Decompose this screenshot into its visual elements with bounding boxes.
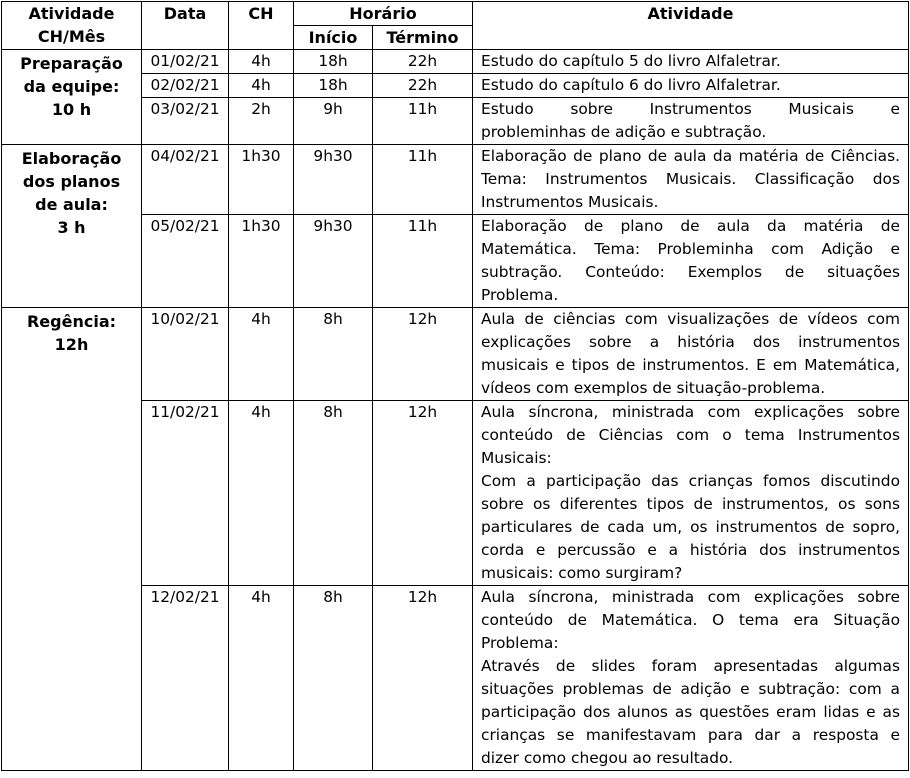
end-time-cell: 22h — [373, 50, 473, 74]
activity-description — [473, 215, 909, 308]
header-inicio: Início — [294, 26, 373, 50]
date-cell: 12/02/21 — [142, 586, 229, 771]
activity-line: Elaboração de plano de aula da matéria de — [481, 217, 900, 235]
ch-cell: 4h — [229, 50, 294, 74]
activity-line: situações problemas de adição e subtração: com a — [481, 680, 900, 698]
group-label — [2, 145, 142, 308]
activity-line: explicações sobre a história dos instrumentos — [481, 333, 900, 351]
group-label-line: Elaboração — [21, 149, 122, 168]
header-atividade-ch-line1: Atividade — [28, 4, 115, 23]
group-label-line: 12h — [54, 335, 89, 354]
ch-cell: 2h — [229, 98, 294, 145]
activity-line: Elaboração de plano de aula da matéria de Ciências. — [481, 147, 900, 165]
activity-line: sobre os diferentes tipos de instrumentos, os sons — [481, 495, 900, 513]
start-time-cell: 8h — [294, 586, 373, 771]
header-ch: CH — [229, 2, 294, 50]
date-cell: 04/02/21 — [142, 145, 229, 215]
group-label-line: 3 h — [57, 218, 86, 237]
ch-cell: 1h30 — [229, 215, 294, 308]
activity-line: probleminhas de adição e subtração. — [481, 123, 767, 141]
table-row — [2, 145, 909, 215]
activity-line: crianças se manifestavam para dar a resposta e — [481, 726, 900, 744]
activity-line: vídeos com exemplos de situação-problema. — [481, 379, 826, 397]
activity-line: Musicais: — [481, 449, 552, 467]
date-cell: 11/02/21 — [142, 401, 229, 586]
activity-line: particulares de cada um, os instrumentos de sopro, — [481, 518, 900, 536]
activity-description — [473, 98, 909, 145]
header-atividade-ch-line2: CH/Mês — [37, 27, 106, 46]
end-time-cell: 12h — [373, 308, 473, 401]
header-termino: Término — [373, 26, 473, 50]
group-label-line: dos planos — [22, 172, 121, 191]
activity-line: conteúdo de Ciências com o tema Instrumentos — [481, 426, 900, 444]
end-time-cell: 12h — [373, 586, 473, 771]
ch-cell: 4h — [229, 74, 294, 98]
activity-line: conteúdo de Matemática. O tema era Situação — [481, 611, 900, 629]
activity-description — [473, 401, 909, 586]
end-time-cell: 11h — [373, 145, 473, 215]
activity-line: Aula de ciências com visualizações de vídeos com — [481, 310, 900, 328]
activity-line: Com a participação das crianças fomos discutindo — [481, 472, 900, 490]
start-time-cell: 9h30 — [294, 145, 373, 215]
activity-line: Estudo sobre Instrumentos Musicais e — [481, 100, 900, 118]
date-cell: 10/02/21 — [142, 308, 229, 401]
start-time-cell: 9h — [294, 98, 373, 145]
header-horario: Horário — [294, 2, 473, 26]
activity-line: Através de slides foram apresentadas algumas — [481, 657, 900, 675]
header-atividade: Atividade — [473, 2, 909, 50]
end-time-cell: 11h — [373, 215, 473, 308]
header-row — [2, 2, 909, 26]
date-cell: 05/02/21 — [142, 215, 229, 308]
activity-description — [473, 145, 909, 215]
end-time-cell: 11h — [373, 98, 473, 145]
group-label — [2, 308, 142, 771]
activity-line: corda e percussão e a história dos instrumentos — [481, 541, 900, 559]
activity-line: Aula síncrona, ministrada com explicações sobre — [481, 588, 900, 606]
activity-line: dizer como chegou ao resultado. — [481, 749, 734, 767]
group-label — [2, 50, 142, 145]
group-label-line: 10 h — [51, 100, 92, 119]
table-row — [2, 50, 909, 74]
ch-cell: 4h — [229, 308, 294, 401]
activity-line: participação dos alunos as questões eram lidas e as — [481, 703, 900, 721]
ch-cell: 4h — [229, 401, 294, 586]
date-cell: 02/02/21 — [142, 74, 229, 98]
table-row — [2, 308, 909, 401]
start-time-cell: 9h30 — [294, 215, 373, 308]
end-time-cell: 12h — [373, 401, 473, 586]
activity-description — [473, 308, 909, 401]
activity-description — [473, 586, 909, 771]
activity-line: Aula síncrona, ministrada com explicações sobre — [481, 403, 900, 421]
start-time-cell: 8h — [294, 308, 373, 401]
activity-line: Problema. — [481, 286, 559, 304]
activity-line: Problema: — [481, 634, 559, 652]
activity-line: Instrumentos Musicais. — [481, 193, 659, 211]
ch-cell: 1h30 — [229, 145, 294, 215]
activity-line: Estudo do capítulo 5 do livro Alfaletrar. — [481, 52, 781, 70]
group-label-line: de aula: — [35, 195, 108, 214]
activity-line: musicais: como surgiram? — [481, 564, 683, 582]
date-cell: 03/02/21 — [142, 98, 229, 145]
group-label-line: Regência: — [26, 312, 117, 331]
end-time-cell: 22h — [373, 74, 473, 98]
start-time-cell: 8h — [294, 401, 373, 586]
header-atividade-ch — [2, 2, 142, 50]
date-cell: 01/02/21 — [142, 50, 229, 74]
start-time-cell: 18h — [294, 74, 373, 98]
activity-line: Tema: Instrumentos Musicais. Classificação dos — [481, 170, 900, 188]
activity-line: musicais e tipos de instrumentos. E em Matemática, — [481, 356, 900, 374]
start-time-cell: 18h — [294, 50, 373, 74]
activity-description — [473, 74, 909, 98]
activity-description — [473, 50, 909, 74]
activity-line: Matemática. Tema: Probleminha com Adição e — [481, 240, 900, 258]
ch-cell: 4h — [229, 586, 294, 771]
activity-line: subtração. Conteúdo: Exemplos de situações — [481, 263, 900, 281]
header-data: Data — [142, 2, 229, 50]
activity-line: Estudo do capítulo 6 do livro Alfaletrar. — [481, 76, 781, 94]
group-label-line: Preparação — [20, 54, 123, 73]
activity-table — [1, 1, 909, 771]
group-label-line: da equipe: — [23, 77, 120, 96]
